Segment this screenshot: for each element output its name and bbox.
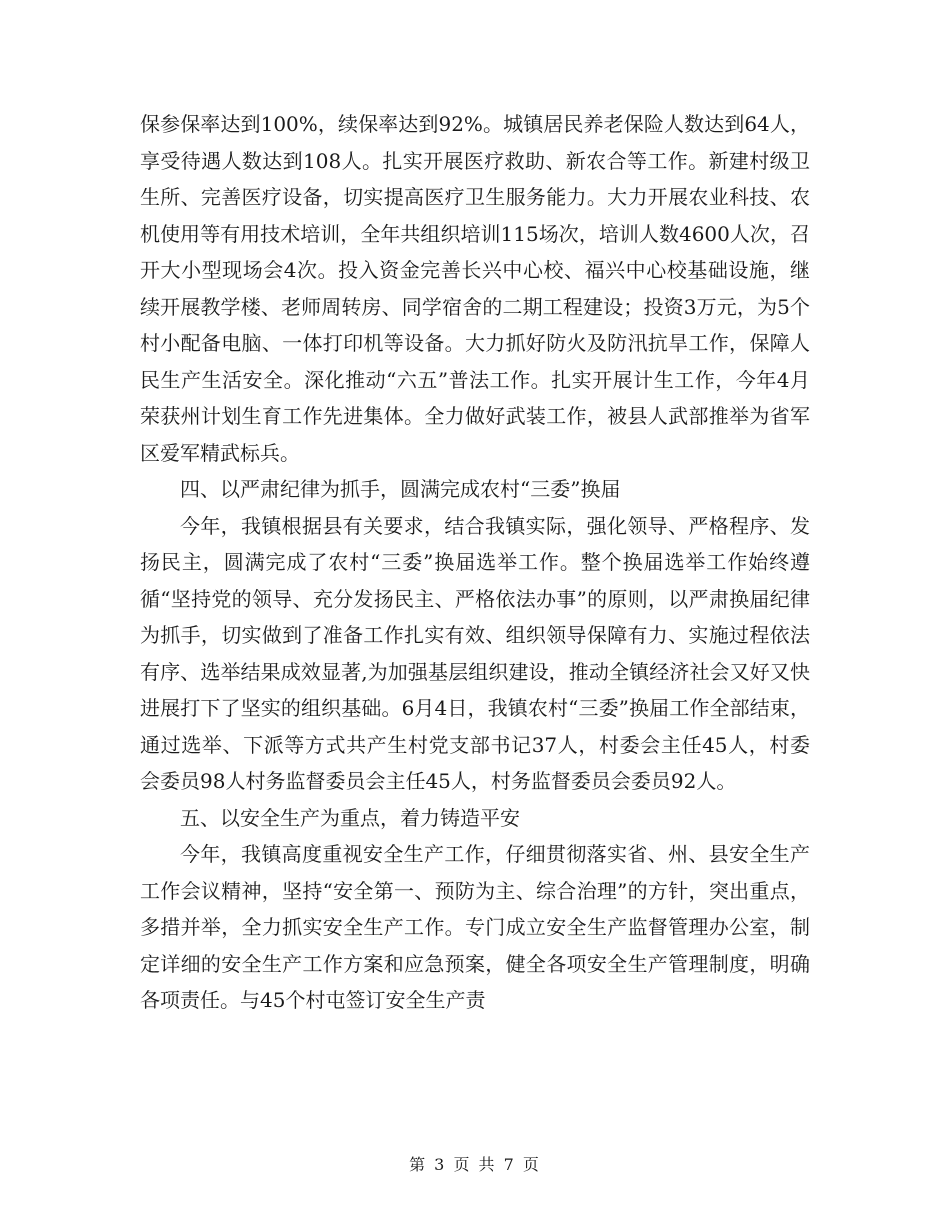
section-heading-four: 四、以严肃纪律为抓手，圆满完成农村“三委”换届 [180,477,621,501]
paragraph-election: 今年，我镇根据县有关要求，结合我镇实际，强化领导、严格程序、发扬民主，圆满完成了农村“三委”换届选举工作。整个换届选举工作始终遵循“坚持党的领导、充分发扬民主、严格依法办事”的原则，以严肃换届纪律为抓手，切实做到了准备工作扎实有效、组织领导保障有力、实施过程依法有序、选举结果成效显著,为加强基层组织建设，推动全镇经济社会又好又快进展打下了坚实的组织基础。6月4日，我镇农村“三委”换届工作全部结束，通过选举、下派等方式共产生村党支部书记37人，村委会主任45人，村委会委员98人村务监督委员会主任45人，村务监督委员会委员92人。 [140,513,810,793]
page-number-footer: 第 3 页 共 7 页 [409,1155,541,1174]
paragraph-safety: 今年，我镇高度重视安全生产工作，仔细贯彻落实省、州、县安全生产工作会议精神，坚持“安全第一、预防为主、综合治理”的方针，突出重点，多措并举，全力抓实安全生产工作。专门成立安全生产监督管理办公室，制定详细的安全生产工作方案和应急预案，健全各项安全生产管理制度，明确各项责任。与45个村屯签订安全生产责 [140,842,810,1012]
document-body [140,106,810,1019]
section-heading-five: 五、以安全生产为重点，着力铸造平安 [180,805,520,830]
paragraph-continuation: 保参保率达到100%，续保率达到92%。城镇居民养老保险人数达到64人，享受待遇人数达到108人。扎实开展医疗救助、新农合等工作。新建村级卫生所、完善医疗设备，切实提高医疗卫生服务能力。大力开展农业科技、农机使用等有用技术培训，全年共组织培训115场次，培训人数4600人次，召开大小型现场会4次。投入资金完善长兴中心校、福兴中心校基础设施，继续开展教学楼、老师周转房、同学宿舍的二期工程建设；投资3万元，为5个村小配备电脑、一体打印机等设备。大力抓好防火及防汛抗旱工作，保障人民生产生活安全。深化推动“六五”普法工作。扎实开展计生工作，今年4月荣获州计划生育工作先进集体。全力做好武装工作，被县人武部推举为省军区爱军精武标兵。 [140,112,810,465]
